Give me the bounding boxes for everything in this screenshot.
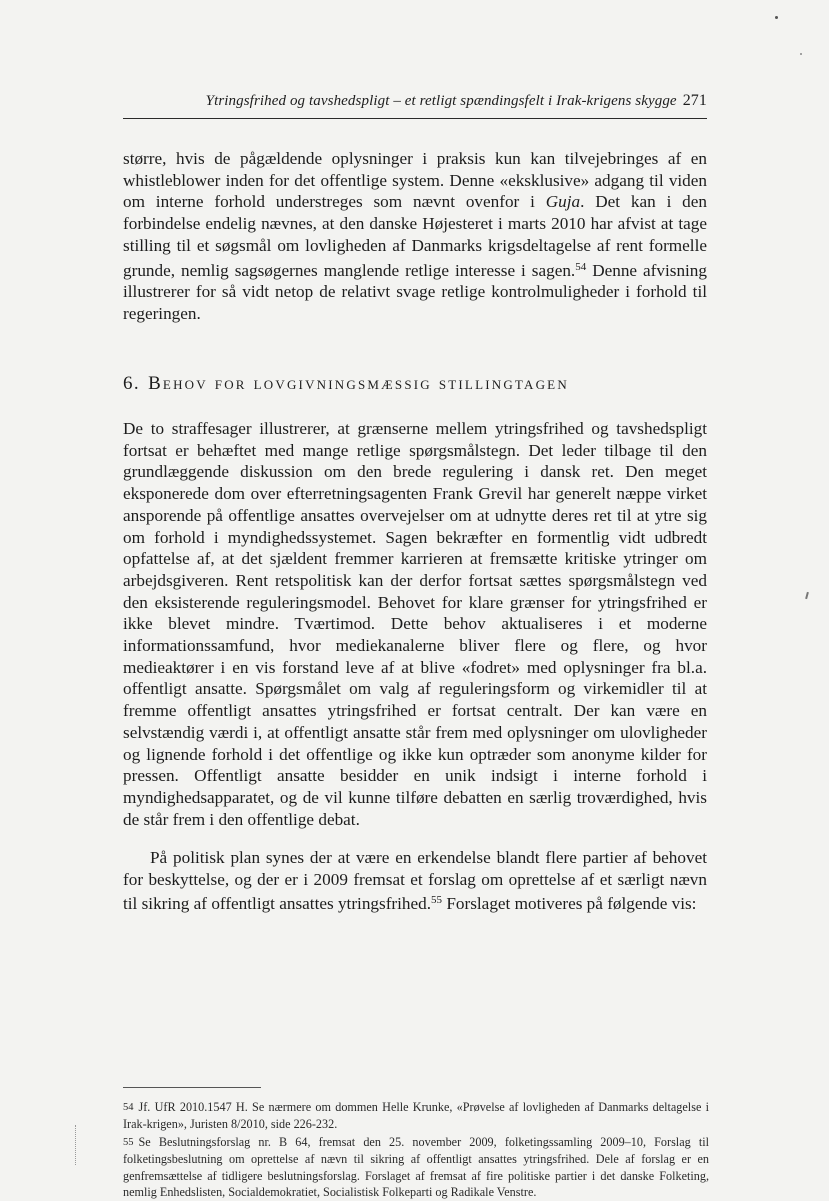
paragraph-3 bbox=[123, 847, 707, 915]
footnote-number: 54 bbox=[123, 1102, 134, 1113]
paragraph-3-text: På politisk plan synes der at være en erkendelse blandt flere partier af behovet for beskyttelse, og der er i 2009 fremsat et forslag om oprettelse af et særligt nævn til sikring af offentligt ansattes ytringsfrihed. bbox=[123, 848, 707, 914]
footnote-54 bbox=[123, 1099, 709, 1133]
paragraph-1-text: større, hvis de pågældende oplysninger i praksis kun kan tilvejebringes af en whistleblower inden for det offentlige system. Denne «eksklusive» adgang til viden om interne forhold understreges som nævnt ovenfor i bbox=[123, 149, 707, 212]
paragraph-1 bbox=[123, 148, 707, 325]
paragraph-2: De to straffesager illustrerer, at grænserne mellem ytringsfrihed og tavshedspligt fortsat er behæftet med mange retlige spørgsmålstegn. Det leder tilbage til den grundlæggende diskussion om den brede regulering i dansk ret. Den meget eksponerede dom over efterretningsagenten Frank Grevil har generelt næppe virket ansporende på offentlige ansattes overvejelser om at udnytte deres ret til at ytre sig om forhold i myndighedssystemet. Sagen bekræfter en formentlig vidt udbredt opfattelse af, at det sjældent fremmer karrieren at fremsætte kritiske ytringer om arbejdsgiveren. Rent retspolitisk kan der derfor fortsat sættes spørgsmålstegn ved den eksisterende reguleringsmodel. Behovet for klare grænser for ytringsfrihed er ikke blevet mindre. Tværtimod. Dette behov aktualiseres i et moderne informationssamfund, hvor mediekanalerne bliver flere og flere, og hvor medieaktører i en vis forstand leve af at blive «fodret» med oplysninger fra bl.a. offentligt ansatte. Spørgsmålet om valg af reguleringsform og virkemidler til at fremme offentligt ansattes ytringsfrihed er fortsat centralt. Der kan være en selvstændig værdi i, at offentligt ansatte står frem med oplysninger om ulovligheder og lignende forhold i det offentlige og ikke kun optræder som anonyme kilder for pressen. Offentligt ansatte besidder en unik indsigt i interne forhold i myndighedsapparatet, og de vil kunne tilføre debatten en særlig troværdighed, hvis de står frem i den offentlige debat. bbox=[123, 419, 707, 829]
footnotes bbox=[123, 1099, 709, 1201]
footnote-number: 55 bbox=[123, 1136, 134, 1148]
scan-speck bbox=[775, 16, 778, 19]
section-number: 6. bbox=[123, 373, 141, 394]
scan-speck bbox=[800, 53, 802, 55]
footnote-text: Jf. UfR 2010.1547 H. Se nærmere om dommen Helle Krunke, «Prøvelse af lovligheden af Danmarks deltagelse i Irak-krigen», Juristen 8/2010, side 226-232. bbox=[123, 1100, 709, 1132]
scan-dots bbox=[75, 1125, 78, 1165]
footnote-ref-54[interactable]: 54 bbox=[575, 260, 587, 273]
page-number: 271 bbox=[682, 92, 707, 109]
scan-mark bbox=[805, 592, 809, 599]
section-heading bbox=[123, 373, 707, 395]
paragraph-3-text-end: Forslaget motiveres på følgende vis: bbox=[442, 894, 697, 914]
paragraph-1-text-end: Denne afvisning illustrerer for så vidt netop de relativt svage retlige kontrolmuligheder i forhold til regeringen. bbox=[123, 260, 707, 323]
case-name-guja: Guja bbox=[545, 192, 581, 212]
running-title: Ytringsfrihed og tavshedspligt – et retligt spændingsfelt i Irak-krigens skygge bbox=[205, 93, 677, 109]
footnote-ref-55[interactable]: 55 bbox=[431, 894, 443, 907]
footnote-55 bbox=[123, 1134, 709, 1201]
footnote-text: Se Beslutningsforslag nr. B 64, fremsat den 25. november 2009, folketingssamling 2009–10, Forslag til folketingsbeslutning om oprettelse af nævn til sikring af offentligt ansattes ytringsfrihed. Dele af forslag er en genfremsættelse af tidligere beslutningsforslag. Forslaget af fremsat af fire politiske partier i det danske Folketing, nemlig Enhedslisten, Socialdemokratiet, Socialistisk Folkeparti og Radikale Venstre. bbox=[123, 1134, 709, 1200]
paragraph-1-text-cont: . Det kan i den forbindelse endelig nævnes, at den danske Højesteret i marts 2010 har afvist at tage stilling til et søgsmål om lovligheden af Danmarks krigsdeltagelse af rent formelle grunde, nemlig sagsøgernes manglende retlige interesse i sagen. bbox=[123, 192, 707, 280]
footnote-rule bbox=[123, 1087, 261, 1088]
header-rule bbox=[123, 118, 707, 119]
section-title: Behov for lovgivningsmæssig stillingtagen bbox=[148, 373, 569, 394]
running-header bbox=[123, 92, 707, 110]
